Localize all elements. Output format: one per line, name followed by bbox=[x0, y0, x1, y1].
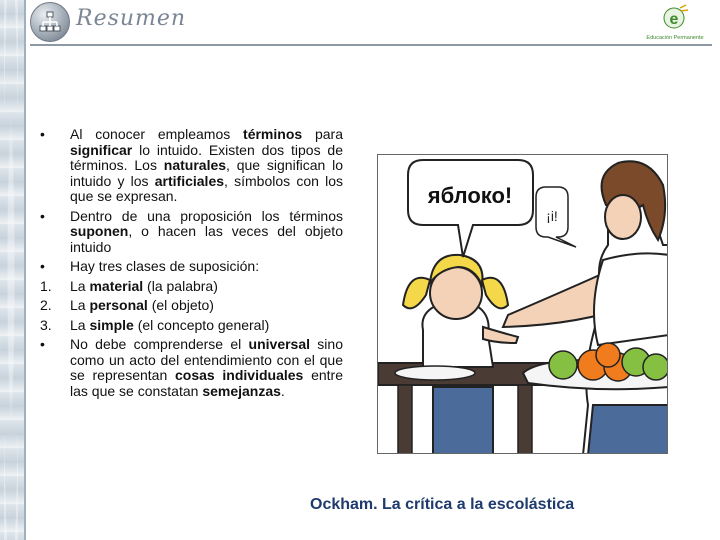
text-run: entre las que se constatan bbox=[70, 367, 343, 399]
bullet-marker: • bbox=[40, 207, 45, 224]
bullet-item bbox=[40, 209, 343, 256]
bold-term: universal bbox=[248, 336, 311, 352]
bullet-text bbox=[70, 258, 259, 274]
text-run: La bbox=[70, 316, 90, 333]
text-run: (el concepto general) bbox=[133, 316, 270, 333]
bold-term: semejanzas bbox=[202, 382, 281, 399]
bullet-marker: 3. bbox=[40, 316, 52, 333]
bold-term: artificiales bbox=[154, 172, 225, 189]
text-run: . bbox=[280, 382, 285, 399]
bold-term: personal bbox=[89, 297, 148, 313]
speech-bubble-small-text: ¡i! bbox=[546, 208, 558, 224]
text-run: No debe comprenderse el bbox=[70, 336, 249, 352]
text-run: , símbolos con los que se expresan. bbox=[70, 172, 343, 204]
text-run: para bbox=[302, 126, 343, 142]
bullet-text bbox=[70, 337, 343, 399]
bold-term: naturales bbox=[163, 157, 227, 173]
bullet-marker: • bbox=[40, 126, 45, 142]
bullet-item bbox=[40, 127, 343, 205]
bullet-text bbox=[70, 317, 269, 333]
page-title: Resumen bbox=[76, 6, 187, 31]
text-run: (el objeto) bbox=[147, 297, 214, 313]
bullet-item bbox=[40, 298, 343, 314]
logo-label: Educación Permanente bbox=[646, 35, 704, 41]
text-run: La bbox=[70, 277, 90, 294]
cartoon-illustration bbox=[377, 154, 668, 454]
bullet-item bbox=[40, 337, 343, 399]
bullet-marker: 1. bbox=[40, 277, 52, 294]
text-run: lo intuido. Existen dos tipos de términos. Los bbox=[70, 141, 343, 173]
bullet-text bbox=[70, 127, 343, 205]
text-run: sino como un acto del entendimiento con el que se representan bbox=[70, 336, 343, 383]
text-run: , o hacen las veces del objeto intuido bbox=[70, 223, 343, 255]
bold-term: material bbox=[89, 277, 144, 294]
bullet-text bbox=[70, 209, 343, 256]
text-run: , que significan lo intuido y los bbox=[70, 157, 343, 189]
sitemap-icon bbox=[30, 2, 70, 42]
bullet-text bbox=[70, 278, 218, 294]
bullet-item bbox=[40, 259, 343, 275]
header-divider bbox=[30, 44, 712, 46]
text-run: (la palabra) bbox=[143, 277, 218, 294]
bullet-marker: • bbox=[40, 336, 45, 352]
bold-term: significar bbox=[70, 141, 133, 158]
bullet-item bbox=[40, 318, 343, 334]
bullet-marker: 2. bbox=[40, 297, 52, 313]
svg-text:e: e bbox=[669, 11, 679, 28]
bold-term: simple bbox=[89, 316, 134, 333]
bold-term: términos bbox=[243, 126, 303, 142]
bold-term: cosas individuales bbox=[174, 367, 304, 383]
bullet-text bbox=[70, 297, 214, 313]
bullet-marker: • bbox=[40, 258, 45, 274]
text-run: Al conocer empleamos bbox=[70, 126, 244, 142]
bold-term: suponen bbox=[70, 223, 129, 239]
text-run: Dentro de una proposición los términos bbox=[70, 207, 343, 224]
text-run: Hay tres clases de suposición: bbox=[70, 258, 260, 274]
summary-bullet-list bbox=[40, 127, 343, 403]
educacion-permanente-logo bbox=[636, 4, 714, 42]
speech-bubble-text: яблоко! bbox=[427, 183, 513, 208]
decorative-side-strip bbox=[0, 0, 26, 540]
text-run: La bbox=[70, 297, 90, 313]
footer-caption: Ockham. La crítica a la escolástica bbox=[310, 496, 575, 513]
bullet-item bbox=[40, 279, 343, 295]
